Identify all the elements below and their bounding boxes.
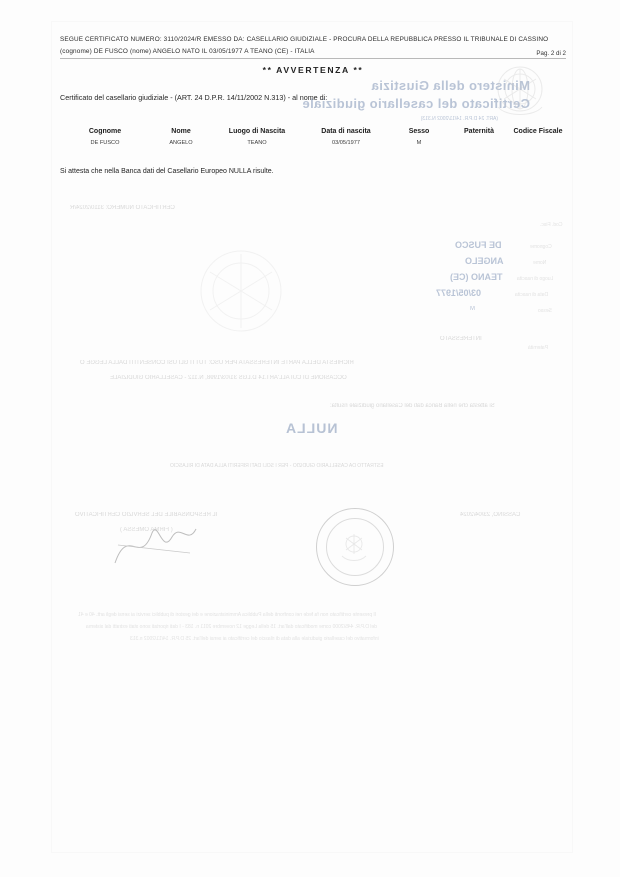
bleed-ministry-line-1: Ministero della Giustizia: [371, 78, 530, 93]
bleed-richiesta-line-1: RICHIESTA DELLA PARTE INTERESSATA PER USO: TUTTI GLI USI CONSENTITI DALLA LEGGE O: [80, 360, 354, 366]
personal-data-table: [60, 128, 566, 146]
cell-luogo: TEANO: [247, 140, 267, 146]
header-line-1: SEGUE CERTIFICATO NUMERO: 3110/2024/R EMESSO DA: CASELLARIO GIUDIZIALE - PROCURA DELLA REPUBBLICA PRESSO IL TRIBUNALE DI CASSINO: [60, 36, 549, 43]
document-subheader: [60, 48, 566, 55]
avvertenza-title-block: [60, 65, 566, 75]
bleed-value-cognome: DE FUSCO: [455, 240, 502, 250]
certificate-description-block: [60, 93, 566, 102]
attestation-text: Si attesta che nella Banca dati del Casellario Europeo NULLA risulte.: [60, 168, 274, 175]
bleed-value-interessato: INTERESSATO: [440, 336, 482, 342]
bleed-footnote-3: informativo del casellario giudiziale alla data di rilascio del certificato ai sensi dell'art. 25 D.P.R. 14/11/2002 n.313: [130, 636, 379, 642]
cell-codice-fiscale: [510, 135, 566, 146]
bleed-label-luogo: Luogo di nascita: [517, 276, 554, 282]
col-header-codice-fiscale: Codice Fiscale: [513, 128, 563, 135]
stamp-center-emblem-icon: [336, 528, 372, 564]
cell-nome: ANGELO: [169, 140, 193, 146]
header-divider: [60, 58, 566, 59]
bleed-label-sesso: Sesso: [538, 308, 552, 314]
bleed-funzionario-firma: ( FIRMA OMESSA ): [120, 527, 173, 533]
certificate-line: Certificato del casellario giudiziale - (ART. 24 D.P.R. 14/11/2002 N.313) - al nome di:: [60, 93, 328, 102]
cell-paternita: [448, 135, 510, 146]
bleed-estratto: ESTRATTO DA CASELLARIO GIUDIZIO - PER I SOLI DATI RIFERITI ALLA DATA DI RILASCIO: [170, 463, 384, 469]
bleed-value-nome: ANGELO: [465, 256, 504, 266]
col-header-sesso: Sesso: [408, 128, 430, 135]
col-header-luogo: Luogo di Nascita: [228, 128, 286, 135]
col-header-cognome: Cognome: [88, 128, 122, 135]
bleed-value-data: 03/05/1977: [436, 288, 482, 298]
bleed-ministry-line-3: (ART. 24 D.P.R. 14/11/2002 N.313): [420, 116, 498, 122]
bleed-value-luogo: TEANO (CE): [450, 272, 503, 282]
bleed-richiesta-line-2: OCCASIONE DI CUI ALL'ART.14 D.LGS 31/03/1998, N.112 - CASELLARIO GIUDIZIALE: [110, 375, 347, 381]
cell-cognome: DE FUSCO: [90, 140, 120, 146]
table-header-row: [60, 128, 566, 135]
avvertenza-title: ** AVVERTENZA **: [262, 65, 364, 75]
bleed-attesta: Si attesta che nella Banca dati del Casellario giudiziale risulta:: [330, 403, 495, 409]
bleed-value-sesso: M: [470, 306, 475, 312]
document-header: [60, 36, 566, 43]
page-number: Pag. 2 di 2: [536, 50, 566, 57]
col-header-paternita: Paternità: [464, 128, 494, 135]
attestation-block: [60, 168, 566, 175]
bleed-funzionario-title: IL RESPONSABILE DEL SERVIZIO CERTIFICATIVO: [75, 512, 218, 518]
cell-data: 03/05/1977: [332, 140, 360, 146]
bleed-label-data: Data di nascita: [515, 292, 549, 298]
ghost-emblem-icon: [196, 246, 286, 336]
bleed-nulla: NULLA: [285, 420, 338, 436]
table-row: [60, 135, 566, 146]
bleed-footnote-1: Il presente certificato non fa fede nei confronti della Pubblica Amministrazione e dei gestori di pubblici servizi ai sensi degli artt. 40 e 41: [78, 612, 376, 618]
col-header-nome: Nome: [171, 128, 191, 135]
bleed-label-paternita: Paternità: [528, 345, 549, 351]
header-line-2: (cognome) DE FUSCO (nome) ANGELO NATO IL 03/05/1977 A TEANO (CE) - ITALIA: [60, 48, 315, 55]
round-office-stamp-inner: [326, 518, 384, 576]
bleed-label-nome: Nome: [533, 260, 547, 266]
cell-sesso: M: [416, 140, 422, 146]
bleed-cert-number: CERTIFICATO NUMERO: 3110/2024/R: [70, 205, 175, 211]
round-office-stamp-outer: [316, 508, 394, 586]
col-header-data: Data di nascita: [321, 128, 371, 135]
bleed-label-cognome: Cognome: [530, 244, 552, 250]
handwritten-signature-icon: [110, 515, 200, 575]
bleed-ministry-line-2: Certificato del casellario giudiziale: [302, 96, 530, 111]
bleed-footnote-2: del D.P.R. 445/2000 come modificato dall'art. 15 della Legge 12 novembre 2011 n. 183 - I dati riportati sono stati estratti dal sistema: [86, 624, 377, 630]
bleed-luogo-data: CASSINO, 23/04/2024: [460, 512, 521, 518]
bleed-label-numero: Cod. Fisc.: [540, 222, 563, 228]
